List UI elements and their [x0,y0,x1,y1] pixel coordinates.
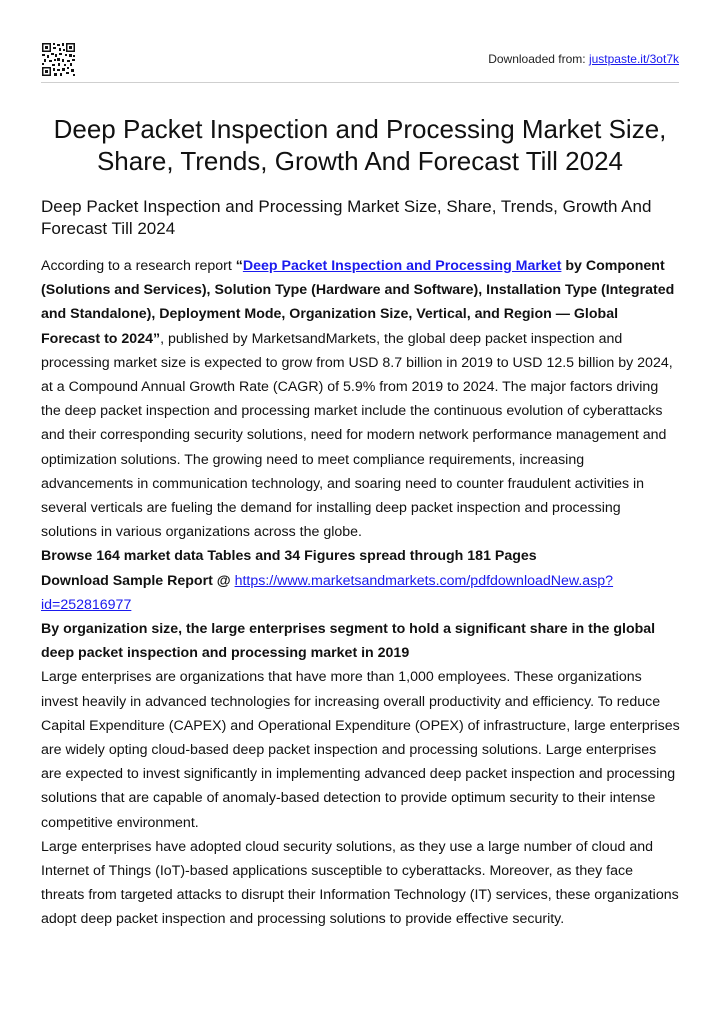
browse-line [41,544,680,568]
page-title: Deep Packet Inspection and Processing Market Size, Share, Trends, Growth And Forecast Till 2024 [53,114,667,176]
header-divider [41,82,679,83]
download-source [488,52,679,66]
sample-report-line [41,569,680,617]
browse-line-text: Browse 164 market data Tables and 34 Figures spread through 181 Pages [41,548,537,565]
section-heading [41,617,680,665]
report-title-link-text: Deep Packet Inspection and Processing Market [242,258,562,274]
sample-report-label: Download Sample Report @ [41,572,235,589]
qr-code-icon [42,43,75,76]
report-title-link[interactable] [243,258,562,274]
paragraph-cloud-security: Large enterprises have adopted cloud security solutions, as they use a large number of cloud and Internet of Things (IoT)-based applications susceptible to cyberattacks. Moreover, as they face threats from targeted attacks to disrupt their Information Technology (IT) services, these organizations adopt deep packet inspection and processing solutions to provide effective security. [41,838,679,928]
intro-lead: According to a research report [41,258,236,274]
report-title-open-quote: “ [235,258,243,274]
download-source-label: Downloaded from: [488,52,586,66]
paragraph-large-enterprises: Large enterprises are organizations that have more than 1,000 employees. These organizations invest heavily in advanced technologies for increasing overall productivity and efficiency. To reduce Capital Expenditure (CAPEX) and Operational Expenditure (OPEX) of infrastructure, large enterprises are widely opting cloud-based deep packet inspection and processing solutions. Large enterprises are expected to invest significantly in implementing advanced deep packet inspection and processing solutions that are capable of anomaly-based detection to provide optimum security to their intense competitive environment. [41,669,680,831]
section-heading-text: By organization size, the large enterprises segment to hold a significant share in the global deep packet inspection and processing market in 2019 [41,621,656,662]
download-source-link[interactable]: justpaste.it/3ot7k [588,52,679,66]
intro-paragraph [41,254,680,544]
intro-body: , published by MarketsandMarkets, the global deep packet inspection and processing market size is expected to grow from USD 8.7 billion in 2019 to USD 12.5 billion by 2024, at a Compound Annual Growth Rate (CAGR) of 5.9% from 2019 to 2024. The major factors driving the deep packet inspection and processing market include the continuous evolution of cyberattacks and their corresponding security solutions, need for modern network performance management and optimization solutions. The growing need to meet compliance requirements, increasing advancements in communication technology, and soaring need to counter fraudulent activities in several verticals are fueling the demand for installing deep packet inspection and processing solutions in various organizations across the globe. [41,330,673,541]
page-subtitle: Deep Packet Inspection and Processing Market Size, Share, Trends, Growth And Forecast Till 2024 [41,197,652,238]
report-title-rest: by Component (Solutions and Services), Solution Type (Hardware and Software), Installation Type (Integrated and Standalone), Deployment Mode, Organization Size, Vertical, and Region — Global Forecast to 2024” [41,258,675,347]
sample-report-link[interactable]: https://www.marketsandmarkets.com/pdfdownloadNew.asp?id=252816977 [41,572,614,613]
article-body [41,254,680,932]
